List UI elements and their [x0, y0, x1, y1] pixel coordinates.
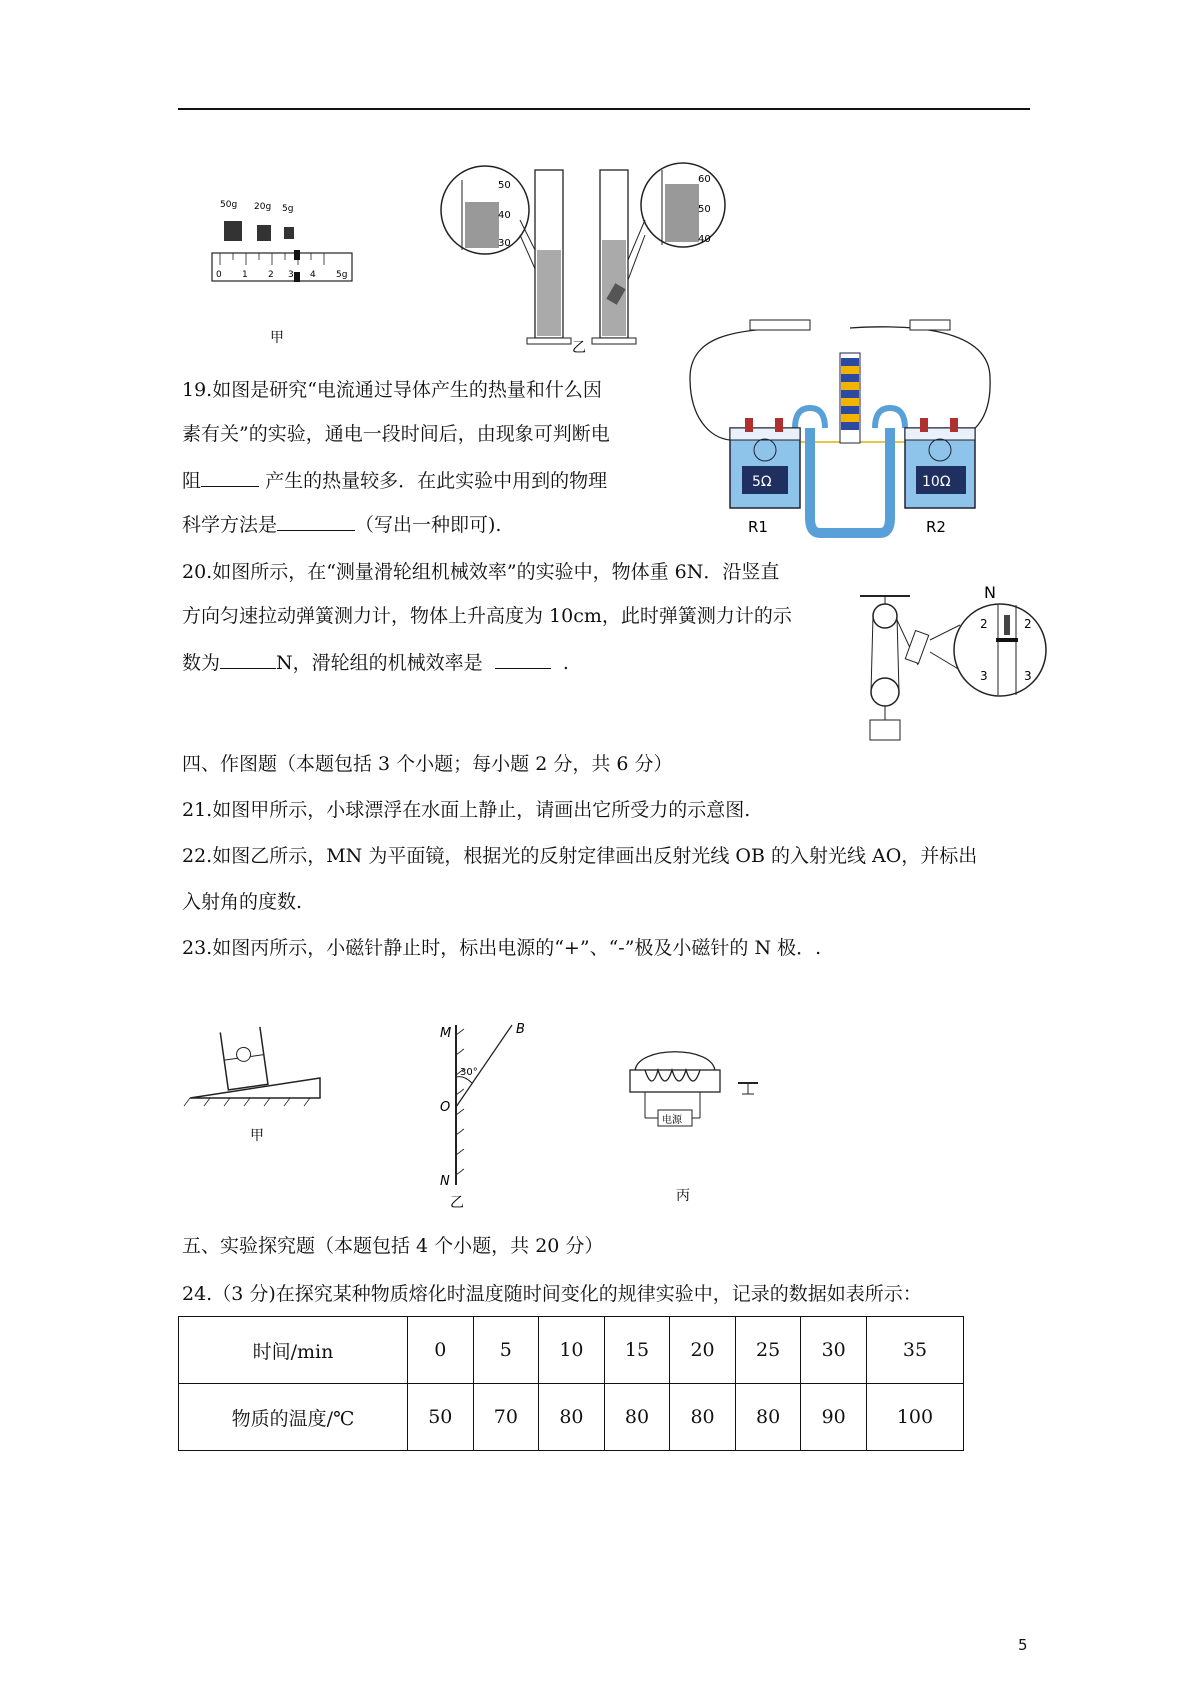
- q22-line1: 22.如图乙所示，MN 为平面镜，根据光的反射定律画出反射光线 OB 的入射光线 AO，并标出: [182, 845, 978, 867]
- table-header-cell: 时间/min: [179, 1317, 408, 1384]
- page-number: 5: [1018, 1636, 1028, 1654]
- table-cell: 80: [539, 1384, 605, 1451]
- svg-text:40: 40: [698, 234, 711, 245]
- r2-label: R2: [926, 518, 946, 536]
- caption-jia: 甲: [250, 1128, 264, 1144]
- table-row: [179, 1317, 964, 1384]
- q19-line4: 科学方法是 （写出一种即可).: [182, 510, 501, 537]
- rider: [294, 250, 300, 260]
- svg-text:2: 2: [268, 270, 274, 280]
- table-cell: 30: [801, 1317, 867, 1384]
- svg-text:50: 50: [698, 204, 711, 215]
- caption-jia: 甲: [270, 330, 284, 346]
- liquid: [465, 202, 499, 248]
- label-b: B: [516, 1022, 525, 1037]
- movable-pulley: [871, 678, 899, 706]
- table-cell: 25: [735, 1317, 801, 1384]
- rheostat: [750, 320, 810, 330]
- section5-title: 五、实验探究题（本题包括 4 个小题，共 20 分）: [182, 1235, 604, 1257]
- table-cell: 70: [473, 1384, 539, 1451]
- source-label: 电源: [662, 1115, 682, 1126]
- r1-label: R1: [748, 518, 768, 536]
- table-cell: 80: [670, 1384, 736, 1451]
- table-cell: 5: [473, 1317, 539, 1384]
- q23-text: 23.如图丙所示，小磁针静止时，标出电源的“+”、“-”极及小磁针的 N 极．.: [182, 937, 822, 959]
- wire: [635, 1052, 715, 1072]
- svg-text:2: 2: [980, 617, 988, 631]
- svg-text:5g: 5g: [336, 270, 348, 280]
- table-row: [179, 1384, 964, 1451]
- header-rule: [178, 108, 1030, 110]
- table-cell: 90: [801, 1384, 867, 1451]
- svg-text:3: 3: [1024, 669, 1032, 683]
- q19-line1: 19.如图是研究“电流通过导体产生的热量和什么因: [182, 379, 602, 401]
- weight-50g: [224, 221, 242, 241]
- answer-blank[interactable]: [495, 648, 551, 669]
- weight-label: 50g: [220, 200, 238, 210]
- pulley-figure: [860, 583, 1060, 780]
- heating-circuit-figure: [690, 318, 1000, 558]
- svg-text:60: 60: [698, 174, 711, 185]
- q19-line2: 素有关”的实验，通电一段时间后，由现象可判断电: [182, 423, 610, 445]
- mirror-figure: [420, 1015, 540, 1210]
- q22-line2: 入射角的度数.: [182, 891, 303, 913]
- r1-value: 5Ω: [752, 474, 772, 490]
- weight-label: 5g: [282, 204, 294, 214]
- svg-text:2: 2: [1024, 617, 1032, 631]
- table-cell: 0: [408, 1317, 474, 1384]
- table-cell: 100: [866, 1384, 963, 1451]
- svg-text:40: 40: [498, 210, 511, 221]
- q24-text: 24.（3 分)在探究某种物质熔化时温度随时间变化的规律实验中，记录的数据如表所示：: [182, 1283, 922, 1305]
- label-o: O: [440, 1100, 451, 1115]
- spring-scale: [905, 631, 928, 664]
- scale-magnifier: [954, 604, 1046, 696]
- q21-text: 21.如图甲所示，小球漂浮在水面上静止，请画出它所受力的示意图.: [182, 799, 751, 821]
- table-cell: 10: [539, 1317, 605, 1384]
- unit-label: N: [984, 583, 996, 602]
- answer-blank[interactable]: [277, 510, 355, 531]
- balance-ruler-figure: [200, 195, 360, 345]
- label-n: N: [440, 1174, 450, 1189]
- r2-value: 10Ω: [922, 474, 951, 490]
- q19-line3: 阻 产生的热量较多．在此实验中用到的物理: [182, 466, 607, 493]
- label-m: M: [440, 1026, 452, 1041]
- svg-text:0: 0: [216, 270, 222, 280]
- svg-text:3: 3: [980, 669, 988, 683]
- table-cell: 50: [408, 1384, 474, 1451]
- q20-line3: 数为 N，滑轮组的机械效率是 .: [182, 648, 569, 675]
- answer-blank[interactable]: [220, 648, 276, 669]
- svg-text:1: 1: [242, 270, 248, 280]
- solenoid-core: [630, 1070, 720, 1092]
- switch: [910, 320, 950, 330]
- section4-title: 四、作图题（本题包括 3 个小题；每小题 2 分，共 6 分）: [182, 753, 673, 775]
- q20-line1: 20.如图所示，在“测量滑轮组机械效率”的实验中，物体重 6N．沿竖直: [182, 561, 780, 583]
- fixed-pulley: [873, 604, 897, 628]
- cylinders-figure: [440, 160, 730, 355]
- answer-blank[interactable]: [201, 466, 259, 487]
- caption-yi: 乙: [572, 340, 586, 356]
- table-cell: 15: [604, 1317, 670, 1384]
- svg-text:4: 4: [310, 270, 316, 280]
- weight-block: [870, 720, 900, 740]
- caption-bing: 丙: [676, 1188, 690, 1204]
- floating-ball-figure: [190, 1030, 340, 1145]
- svg-text:30: 30: [498, 238, 511, 249]
- table-cell: 80: [735, 1384, 801, 1451]
- table-header-cell: 物质的温度/℃: [179, 1384, 408, 1451]
- solenoid-figure: [620, 1040, 800, 1210]
- weight-label: 20g: [254, 202, 272, 212]
- table-cell: 20: [670, 1317, 736, 1384]
- ray-ob: [456, 1025, 512, 1107]
- svg-text:3: 3: [288, 270, 294, 280]
- rider: [294, 272, 300, 282]
- weight-5g: [284, 227, 294, 239]
- angle-label: 30°: [460, 1067, 478, 1078]
- u-tube: [810, 428, 890, 533]
- weight-20g: [257, 225, 271, 241]
- table-cell: 80: [604, 1384, 670, 1451]
- q20-line2: 方向匀速拉动弹簧测力计，物体上升高度为 10cm，此时弹簧测力计的示: [182, 605, 792, 627]
- table-cell: 35: [866, 1317, 963, 1384]
- caption-yi: 乙: [450, 1195, 464, 1211]
- data-table: [178, 1316, 964, 1451]
- svg-text:50: 50: [498, 180, 511, 191]
